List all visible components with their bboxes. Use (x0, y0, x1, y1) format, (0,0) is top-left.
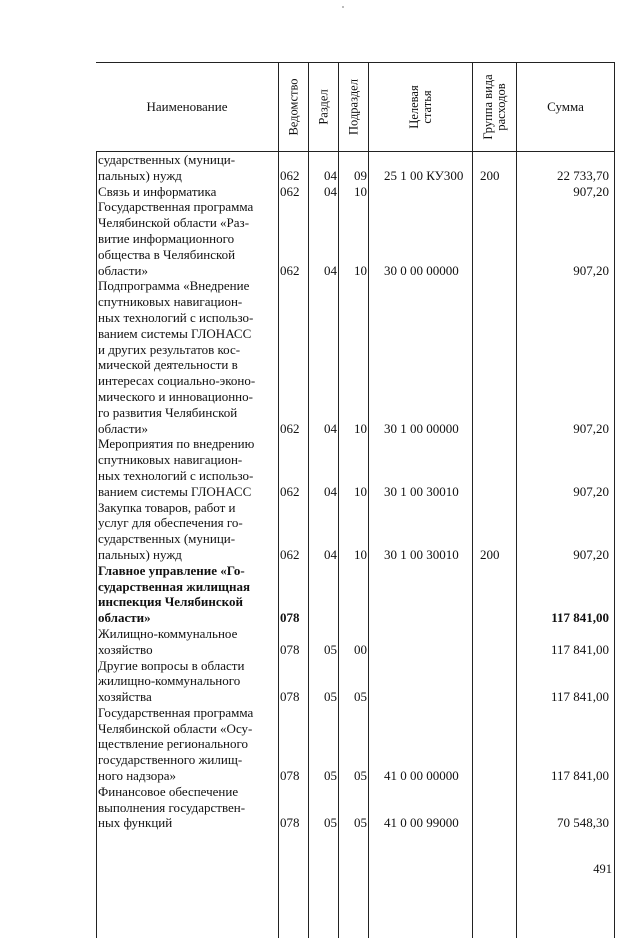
row-celevaya: 41 0 00 99000 (384, 815, 459, 831)
header-podrazdel: Подраздел (346, 79, 360, 135)
row-name-line: мического и инновационно- (98, 388, 253, 404)
header-gruppa (482, 74, 508, 139)
header-gruppa-line2: расходов (493, 83, 508, 131)
row-name-line: услуг для обеспечения го- (98, 515, 243, 531)
row-name-line: области» (98, 262, 148, 278)
header-summa-cell (516, 63, 615, 151)
row-values (96, 815, 615, 831)
row-name-line: хозяйство (98, 641, 153, 657)
header-gruppa-line1: Группа вида (480, 74, 495, 140)
row-razdel: 05 (324, 768, 337, 784)
row-name-line: Другие вопросы в области (98, 657, 245, 673)
row-name-line: Связь и информатика (98, 183, 217, 199)
row-vedomstvo: 078 (280, 689, 300, 705)
row-celevaya: 30 1 00 00000 (384, 420, 459, 436)
row-name-line: Мероприятия по внедрению (98, 436, 255, 452)
row-summa: 117 841,00 (551, 610, 609, 626)
row-name-line: спутниковых навигацион- (98, 294, 243, 310)
row-name-line: области» (98, 610, 151, 626)
row-name-line: общества в Челябинской (98, 246, 236, 262)
row-podrazdel: 05 (354, 768, 367, 784)
header-celevaya-line1: Целевая (406, 85, 421, 129)
table-header (96, 62, 615, 152)
row-name-line: ванием системы ГЛОНАСС (98, 325, 252, 341)
row-podrazdel: 10 (354, 420, 367, 436)
row-vedomstvo: 078 (280, 815, 300, 831)
row-name-line: пальных) нужд (98, 167, 182, 183)
row-name-line: го развития Челябинской (98, 404, 238, 420)
row-celevaya: 30 1 00 30010 (384, 483, 459, 499)
row-values (96, 420, 615, 436)
row-podrazdel: 05 (354, 689, 367, 705)
table-row (96, 705, 615, 784)
row-values (96, 183, 615, 199)
row-name-line: Закупка товаров, работ и (98, 499, 236, 515)
table-row (96, 563, 615, 626)
row-name-line: ществление регионального (98, 736, 248, 752)
header-gruppa-cell (472, 63, 516, 151)
row-values (96, 642, 615, 658)
table-row (96, 658, 615, 705)
header-name: Наименование (146, 99, 228, 114)
header-vedomstvo-cell (278, 63, 308, 151)
row-gruppa: 200 (480, 546, 500, 562)
row-vedomstvo: 062 (280, 420, 300, 436)
budget-table (96, 62, 615, 831)
row-razdel: 04 (324, 183, 337, 199)
header-celevaya-line2: статья (419, 90, 434, 124)
row-name-line: инспекция Челябинской (98, 594, 243, 610)
row-values (96, 689, 615, 705)
row-vedomstvo: 062 (280, 167, 300, 183)
scan-artifact-dot (342, 6, 344, 8)
row-vedomstvo: 062 (280, 483, 300, 499)
row-razdel: 05 (324, 815, 337, 831)
row-name-line: области» (98, 420, 148, 436)
page-number: 491 (593, 862, 612, 876)
row-name-line: Главное управление «Го- (98, 562, 245, 578)
table-row (96, 626, 615, 658)
row-name-line: сударственных (муници- (98, 152, 236, 167)
row-values (96, 262, 615, 278)
row-summa: 22 733,70 (557, 167, 609, 183)
row-name-line: Финансовое обеспечение (98, 783, 239, 799)
row-podrazdel: 10 (354, 262, 367, 278)
row-values (96, 768, 615, 784)
row-name-line: и других результатов кос- (98, 341, 241, 357)
header-celevaya (408, 85, 434, 128)
row-name-line: ванием системы ГЛОНАСС (98, 483, 252, 499)
header-celevaya-cell (368, 63, 472, 151)
row-summa: 907,20 (573, 420, 609, 436)
header-name-cell (96, 63, 278, 151)
row-razdel: 04 (324, 262, 337, 278)
row-summa: 907,20 (573, 546, 609, 562)
row-summa: 907,20 (573, 262, 609, 278)
table-row (96, 500, 615, 563)
table-body (96, 152, 615, 831)
table-row (96, 152, 615, 184)
header-summa: Сумма (547, 99, 584, 114)
row-values (96, 610, 615, 626)
row-name-line: пальных) нужд (98, 546, 182, 562)
row-name-line: мической деятельности в (98, 357, 238, 373)
row-podrazdel: 10 (354, 483, 367, 499)
row-name-line: сударственная жилищная (98, 578, 250, 594)
row-razdel: 04 (324, 483, 337, 499)
row-name-line: Челябинской области «Осу- (98, 720, 253, 736)
row-podrazdel: 10 (354, 546, 367, 562)
row-podrazdel: 10 (354, 183, 367, 199)
row-vedomstvo: 062 (280, 262, 300, 278)
row-name-line: ных функций (98, 815, 173, 831)
row-values (96, 484, 615, 500)
row-name-line: спутниковых навигацион- (98, 452, 243, 468)
row-name-line: Государственная программа (98, 704, 254, 720)
row-vedomstvo: 062 (280, 183, 300, 199)
header-podrazdel-cell (338, 63, 368, 151)
row-name-line: Челябинской области «Раз- (98, 215, 250, 231)
row-name-line: выполнения государствен- (98, 799, 246, 815)
table-row (96, 184, 615, 200)
row-name-line: жилищно-коммунального (98, 673, 241, 689)
row-values (96, 547, 615, 563)
row-celevaya: 25 1 00 КУ300 (384, 167, 464, 183)
row-summa: 70 548,30 (557, 815, 609, 831)
row-vedomstvo: 078 (280, 768, 300, 784)
header-vedomstvo: Ведомство (286, 78, 300, 136)
row-name-line: Жилищно-коммунальное (98, 625, 238, 641)
row-vedomstvo: 078 (280, 641, 300, 657)
row-summa: 117 841,00 (550, 689, 609, 705)
row-podrazdel: 09 (354, 167, 367, 183)
row-name-line: витие информационного (98, 230, 235, 246)
table-row (96, 436, 615, 499)
row-name-line: ных технологий с использо- (98, 309, 254, 325)
row-celevaya: 41 0 00 00000 (384, 768, 459, 784)
row-summa: 117 841,00 (550, 768, 609, 784)
row-podrazdel: 05 (354, 815, 367, 831)
table-row (96, 199, 615, 278)
row-vedomstvo: 078 (280, 610, 300, 626)
row-summa: 907,20 (573, 483, 609, 499)
row-name-line: Государственная программа (98, 199, 254, 215)
row-razdel: 05 (324, 689, 337, 705)
row-vedomstvo: 062 (280, 546, 300, 562)
row-values (96, 168, 615, 184)
row-name-line: ного надзора» (98, 768, 177, 784)
row-celevaya: 30 1 00 30010 (384, 546, 459, 562)
row-name-line: государственного жилищ- (98, 752, 243, 768)
row-name-line: интересах социально-эконо- (98, 373, 256, 389)
row-razdel: 05 (324, 641, 337, 657)
row-razdel: 04 (324, 420, 337, 436)
row-name-line: сударственных (муници- (98, 531, 236, 547)
row-razdel: 04 (324, 546, 337, 562)
row-name (96, 278, 276, 436)
row-celevaya: 30 0 00 00000 (384, 262, 459, 278)
row-name-line: Подпрограмма «Внедрение (98, 278, 250, 294)
row-razdel: 04 (324, 167, 337, 183)
table-row (96, 784, 615, 831)
header-razdel-cell (308, 63, 338, 151)
row-summa: 907,20 (573, 183, 609, 199)
row-summa: 117 841,00 (550, 641, 609, 657)
table-row (96, 278, 615, 436)
header-razdel: Раздел (316, 89, 330, 125)
row-name-line: ных технологий с использо- (98, 467, 254, 483)
row-gruppa: 200 (480, 167, 500, 183)
row-podrazdel: 00 (354, 641, 367, 657)
row-name-line: хозяйства (98, 689, 152, 705)
